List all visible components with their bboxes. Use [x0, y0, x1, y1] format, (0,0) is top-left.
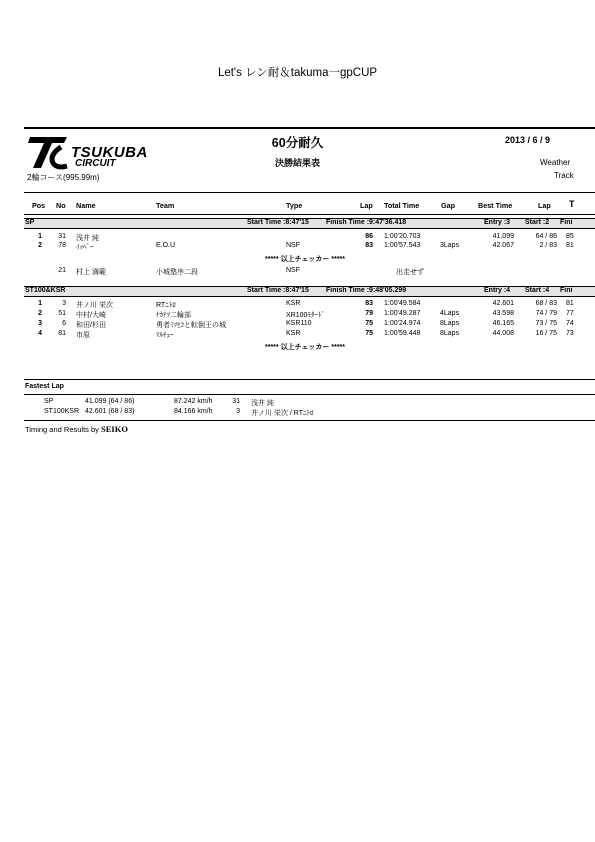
row-type: NSF: [286, 242, 300, 249]
class-entry: Entry :4: [484, 287, 511, 294]
row-team: 小城塾序二段: [156, 269, 198, 276]
row-team: 勇者ﾐﾂﾋｺと転倒王の城: [156, 322, 226, 329]
row-name: 村上 満範: [76, 269, 106, 276]
row-best-lap: 74 / 79: [535, 310, 557, 317]
row-name: 和田/杉田: [76, 322, 106, 329]
row-team: RTﾆﾄﾛ: [156, 302, 176, 309]
class-finish-time: Finish Time :9:47'36.418: [326, 219, 407, 226]
row-best-lap: 16 / 75: [535, 330, 557, 337]
class-start: Start :2: [525, 219, 550, 226]
row-lap: 75: [365, 330, 373, 337]
row-team: E.O.U: [156, 242, 176, 249]
fastest-class: ST100KSR: [44, 408, 80, 415]
fastest-lap-title: Fastest Lap: [25, 383, 64, 390]
weather-label: Weather: [540, 158, 571, 167]
row-gap: 4Laps: [440, 310, 460, 317]
row-extra: 74: [566, 320, 574, 327]
seiko-logo: SEIKO: [101, 424, 128, 434]
col-no: No: [56, 201, 66, 210]
class-start-time: Start Time :8:47'15: [247, 219, 309, 226]
col-extra: T: [569, 199, 575, 209]
row-name: 井ノ川 栄次: [76, 302, 113, 309]
header-top-rule: [24, 127, 595, 129]
row-total: 1:00'49.584: [384, 300, 421, 307]
row-best: 43.598: [492, 310, 514, 317]
col-pos: Pos: [32, 201, 46, 210]
course-label: 2輪コース(995.99m): [27, 173, 100, 182]
col-gap: Gap: [441, 201, 455, 210]
row-pos: 1: [38, 233, 42, 240]
class-finish-time: Finish Time :9:48'05.299: [326, 287, 407, 294]
fastest-time: 41.099 (64 / 86): [85, 398, 135, 405]
row-name: 市原: [76, 332, 90, 339]
row-lap: 86: [365, 233, 373, 240]
class-finish: Fini: [560, 287, 573, 294]
checker-line: ***** 以上チェッカー *****: [265, 256, 345, 263]
fastest-time: 42.601 (68 / 83): [85, 408, 135, 415]
row-no: 78: [58, 242, 66, 249]
row-total: 1:00'59.448: [384, 330, 421, 337]
col-lap: Lap: [360, 201, 373, 210]
row-pos: 2: [38, 310, 42, 317]
row-extra: 77: [566, 310, 574, 317]
row-type: KSR: [286, 300, 301, 307]
col-best-time: Best Time: [478, 201, 513, 210]
col-type: Type: [286, 201, 303, 210]
row-best: 41.099: [492, 233, 514, 240]
class-name: SP: [25, 219, 35, 226]
footer-prefix: Timing and Results by: [25, 425, 99, 434]
row-no: 81: [58, 330, 66, 337]
row-total: 1:00'24.974: [384, 320, 421, 327]
row-best: 42.067: [492, 242, 514, 249]
row-no: 31: [58, 233, 66, 240]
row-extra: 81: [566, 300, 574, 307]
race-date: 2013 / 6 / 9: [505, 135, 551, 145]
row-pos: 3: [38, 320, 42, 327]
logo-line1: TSUKUBA: [71, 144, 148, 161]
fastest-class: SP: [44, 398, 54, 405]
footer-rule: [24, 420, 595, 421]
logo-line2: CIRCUIT: [75, 158, 116, 169]
row-lap: 75: [365, 320, 373, 327]
row-lap: 79: [365, 310, 373, 317]
row-total: 1:00'49.287: [384, 310, 421, 317]
race-title: 60分耐久: [271, 136, 324, 150]
footer-credit: [25, 424, 128, 434]
class-name: ST100&KSR: [25, 287, 66, 294]
row-no: 21: [58, 267, 66, 274]
fastest-speed: 87.242 km/h: [174, 398, 213, 405]
row-total: 1:00'57.543: [384, 242, 421, 249]
fastest-lap-rule: [24, 394, 595, 395]
row-lap: 83: [365, 300, 373, 307]
track-label: Track: [554, 171, 574, 180]
row-best-lap: 64 / 86: [535, 233, 557, 240]
row-gap: 3Laps: [440, 242, 460, 249]
fastest-name: 浅井 純: [251, 400, 274, 407]
columns-bottom-rule: [24, 214, 595, 215]
row-pos: 1: [38, 300, 42, 307]
class-finish: Fini: [560, 219, 573, 226]
row-pos: 4: [38, 330, 42, 337]
col-name: Name: [76, 201, 96, 210]
fastest-no: 3: [236, 408, 240, 415]
row-best: 42.601: [492, 300, 514, 307]
checker-line: ***** 以上チェッカー *****: [265, 344, 345, 351]
fastest-no: 31: [232, 398, 240, 405]
col-team: Team: [156, 201, 175, 210]
row-pos: 2: [38, 242, 42, 249]
row-no: 3: [62, 300, 66, 307]
row-type: KSR110: [286, 320, 312, 327]
fastest-name: 井ノ川 栄次 / RTﾆﾄﾛ: [251, 410, 314, 417]
row-type: NSF: [286, 267, 300, 274]
row-name: ｲｯﾍﾟｰ: [76, 244, 94, 251]
col-total-time: Total Time: [384, 201, 420, 210]
class-start: Start :4: [525, 287, 550, 294]
row-name: 浅井 純: [76, 235, 99, 242]
row-extra: 85: [566, 233, 574, 240]
row-extra: 73: [566, 330, 574, 337]
row-team: ﾅｶﾃﾂ二輪部: [156, 312, 191, 319]
row-type: KSR: [286, 330, 301, 337]
row-gap: 8Laps: [440, 330, 460, 337]
row-lap: 83: [365, 242, 373, 249]
row-best-lap: 2 / 83: [539, 242, 557, 249]
row-team: ﾏﾙﾁｭｰ: [156, 332, 174, 339]
row-no: 51: [58, 310, 66, 317]
row-gap: 8Laps: [440, 320, 460, 327]
row-type: XR100ﾓﾀｰﾄﾞ: [286, 312, 325, 319]
row-best-lap: 73 / 75: [535, 320, 557, 327]
row-best: 44.008: [492, 330, 514, 337]
event-title: Let's レン耐＆takuma一gpCUP: [217, 67, 378, 79]
fastest-lap-top-rule: [24, 379, 595, 380]
col-best-lap: Lap: [538, 201, 551, 210]
columns-top-rule: [24, 192, 595, 193]
result-title: 決勝結果表: [274, 158, 320, 168]
row-name: 中村/大崎: [76, 312, 106, 319]
row-best-lap: 68 / 83: [535, 300, 557, 307]
row-best: 46.165: [492, 320, 514, 327]
class-entry: Entry :3: [484, 219, 511, 226]
row-status: 出走せず: [396, 269, 424, 276]
fastest-speed: 84.166 km/h: [174, 408, 213, 415]
row-no: 6: [62, 320, 66, 327]
class-start-time: Start Time :8:47'15: [247, 287, 309, 294]
row-total: 1:00'20.703: [384, 233, 421, 240]
row-extra: 81: [566, 242, 574, 249]
